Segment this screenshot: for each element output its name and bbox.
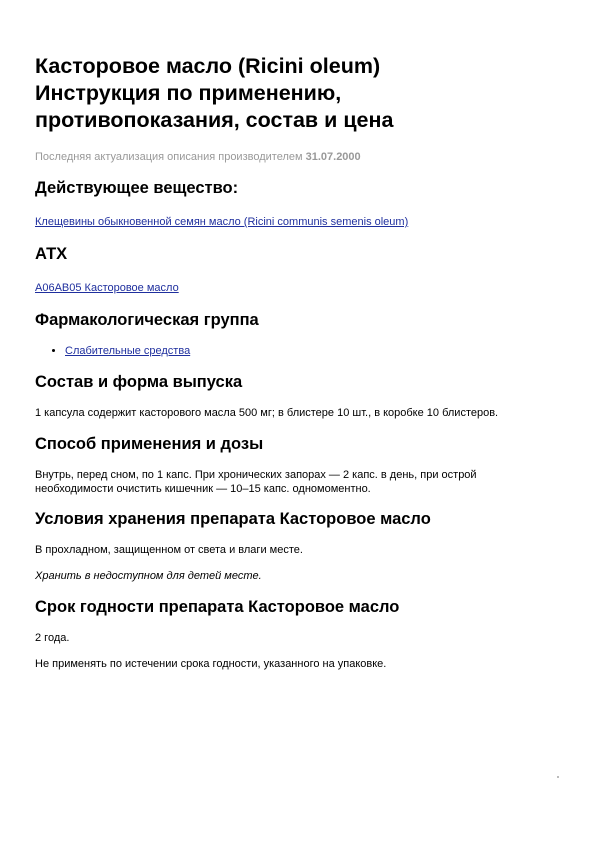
pharm-group-list: [35, 344, 560, 358]
active-substance-link[interactable]: Клещевины обыкновенной семян масло (Ricini communis semenis oleum): [35, 216, 409, 228]
last-updated: [35, 150, 560, 164]
storage-note: Хранить в недоступном для детей месте.: [35, 570, 262, 582]
dosage-heading: Способ применения и дозы: [35, 435, 264, 453]
shelf-life-note: Не применять по истечении срока годности, указанного на упаковке.: [35, 658, 387, 670]
last-updated-label: Последняя актуализация описания производителем: [35, 151, 303, 163]
pharm-group-heading: Фармакологическая группа: [35, 311, 259, 329]
title-line-1: Касторовое масло (Ricini oleum): [35, 54, 381, 78]
shelf-life-text: 2 года.: [35, 632, 70, 644]
title-line-3: противопоказания, состав и цена: [35, 108, 394, 132]
dosage-text: [35, 468, 560, 496]
atc-heading: АТХ: [35, 245, 68, 263]
last-updated-date: 31.07.2000: [305, 151, 361, 163]
page-marker-dot: [557, 776, 559, 778]
list-item: [65, 344, 560, 358]
composition-text: 1 капсула содержит касторового масла 500 мг; в блистере 10 шт., в коробке 10 блистеров.: [35, 407, 499, 419]
active-substance-heading: Действующее вещество:: [35, 179, 239, 197]
pharm-group-link[interactable]: Слабительные средства: [65, 345, 191, 357]
storage-heading: Условия хранения препарата Касторовое масло: [35, 510, 431, 528]
atc-link[interactable]: A06AB05 Касторовое масло: [35, 282, 179, 294]
document-page: [35, 53, 560, 671]
page-title: [35, 53, 560, 134]
dosage-line-2: необходимости очистить кишечник — 10–15 капс. одномоментно.: [35, 483, 371, 495]
composition-heading: Состав и форма выпуска: [35, 373, 243, 391]
dosage-line-1: Внутрь, перед сном, по 1 капс. При хронических запорах — 2 капс. в день, при острой: [35, 469, 477, 481]
shelf-life-heading: Срок годности препарата Касторовое масло: [35, 598, 400, 616]
title-line-2: Инструкция по применению,: [35, 81, 342, 105]
storage-text: В прохладном, защищенном от света и влаги месте.: [35, 544, 303, 556]
